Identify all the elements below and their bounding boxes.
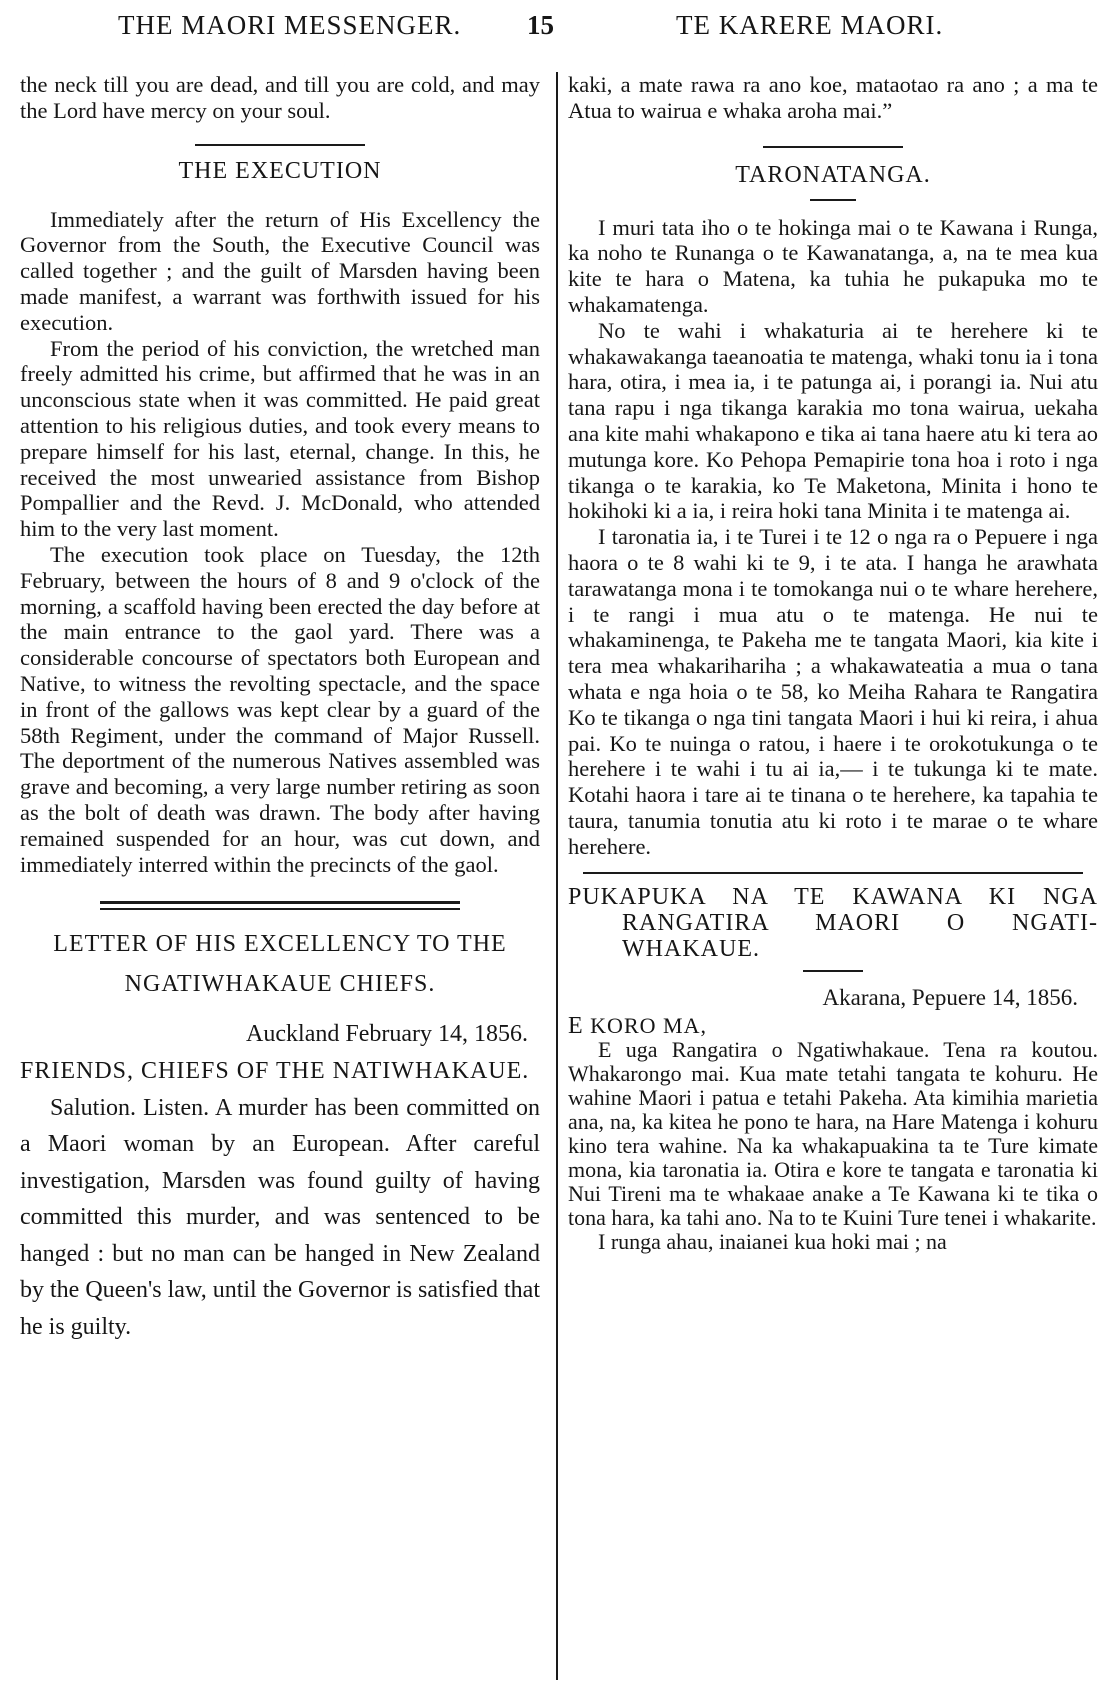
taronatanga-paragraph-3: I taronatia ia, i te Turei i te 12 o nga ra o Pepuere i nga haora o te 8 wahi ki te 9, i te ata. I hanga he arawhata tarawatanga mona i te tomokanga nui o te whare herehere, i te rangi i mua atu o te matenga. He nui te whakaminenga, te Pakeha me te tangata Maori, kia kite i tera mea whakarihariha ; a whakawateatia a mua o tana whata e nga hoia o te 58, ko Meiha Rahara te Rangatira Ko te tikanga o nga tini tangata Maori i hui ki reira, i ahua pai. Ko te nuinga o ratou, i haere i te orokotukunga o te herehere i te wahi i tu ai ia,— i te tukunga ki te mate. Kotahi haora i tare ai te tinana o te herehere, ka tapahia te taura, tanumia tonutia atu ki roto i te marae o te whare herehere. <box>568 524 1098 859</box>
letter-continuation: I runga ahau, inaianei kua hoki mai ; na <box>598 1228 947 1254</box>
letter-body: E uga Rangatira o Ngatiwhakaue. Tena ra koutou. Whakarongo mai. Kua mate tetahi tangata te kohuru. He wahine Maori i patua e tetahi Pakeha. Ata kimihia marietia ana, na, ka kitea he pono te hara, na Hare Matenga i kohuru kino tera wahine. Na ka whakapuakina ta te Ture kimate mona, kia taronatia ia. Otira e kore te tangata e taronatia ki Nui Tireni ma te whakaae anake a Te Kawana ki te tika o tona hara, ka tahi ano. Na to te Kuini Ture tenei i whakarite. <box>568 1036 1098 1230</box>
letter-salutation: E KORO MA, <box>568 1012 707 1039</box>
letter-place-date: Auckland February 14, 1856. <box>246 1021 528 1048</box>
heading-underline <box>803 970 863 972</box>
header-maori-title: TE KARERE MAORI. <box>676 10 944 40</box>
maori-letter <box>568 986 1098 1254</box>
pukapuka-heading-line-3: WHAKAUE. <box>622 935 760 962</box>
heading-underline <box>810 199 856 201</box>
letter-heading-line-2: NGATIWHAKAUE CHIEFS. <box>124 971 436 998</box>
maori-column <box>568 72 1098 1254</box>
maori-intro-text: kaki, a mate rawa ra ano koe, mataotao ra ano ; a ma te Atua to wairua e whaka aroha mai.” <box>568 72 1098 123</box>
section-rule <box>583 872 1083 874</box>
english-column <box>20 72 540 1346</box>
header-english-title: THE MAORI MESSENGER. <box>118 10 462 40</box>
english-intro-text: the neck till you are dead, and till you are cold, and may the Lord have mercy on your soul. <box>20 72 540 123</box>
pukapuka-heading-line-1: PUKAPUKA NA TE KAWANA KI NGA <box>568 883 1098 910</box>
execution-paragraph-2: From the period of his conviction, the wretched man freely admitted his crime, but affirmed that he was in an unconscious state when it was committed. He paid great attention to his religious duties, and took every means to prepare himself for his last, eternal, change. In this, he received the most unwearied assistance from Bishop Pompallier and the Revd. J. McDonald, who attended him to the very last moment. <box>20 335 540 542</box>
pukapuka-heading-line-2: RANGATIRA MAORI O NGATI- <box>622 909 1098 936</box>
execution-paragraph-3: The execution took place on Tuesday, the 12th February, between the hours of 8 and 9 o'clock of the morning, a scaffold having been erected the day before at the main entrance to the gaol yard. There was a considerable concourse of spectators both European and Native, to witness the revolting spectacle, and the space in front of the gallows was kept clear by a guard of the 58th Regiment, under the command of Major Russell. The deportment of the numerous Natives assembled was grave and becoming, a very large number retiring as soon as the bolt of death was drawn. The body after having remained suspended for an hour, was cut down, and immediately interred within the precincts of the gaol. <box>20 541 540 877</box>
letter-salutation: FRIENDS, CHIEFS OF THE NATIWHAKAUE. <box>20 1057 530 1084</box>
letter-double-rule <box>100 901 460 910</box>
letter-body: Salution. Listen. A murder has been committed on a Maori woman by an European. After careful investigation, Marsden was found guilty of having committed this murder, and was sentenced to be hanged : but no man can be hanged in New Zealand by the Queen's law, until the Governor is satisfied that he is guilty. <box>20 1094 540 1341</box>
letter-heading-line-1: LETTER OF HIS EXCELLENCY TO THE <box>53 931 507 958</box>
letter-place-date: Akarana, Pepuere 14, 1856. <box>822 984 1078 1010</box>
section-rule <box>763 146 903 148</box>
column-divider <box>556 72 558 1680</box>
execution-paragraph-1: Immediately after the return of His Excellency the Governor from the South, the Executive Council was called together ; and the guilt of Marsden having been made manifest, a warrant was forthwith issued for his execution. <box>20 206 540 335</box>
execution-heading: THE EXECUTION <box>178 157 382 184</box>
english-letter <box>20 1016 540 1345</box>
pukapuka-heading <box>568 884 1098 962</box>
section-rule <box>195 144 365 146</box>
page-number: 15 <box>527 10 554 40</box>
taronatanga-paragraph-1: I muri tata iho o te hokinga mai o te Kawana i Runga, ka noho te Runanga o te Kawanatanga, a, na te mea kua kite te hara o Matena, ka tuhia he pukapuka mo te whakamatenga. <box>568 214 1098 317</box>
letter-heading <box>20 924 540 1004</box>
taronatanga-paragraph-2: No te wahi i whakaturia ai te herehere ki te whakawakanga taeanoatia te matenga, whaki tonu ia i tona hara, otira, i mea ia, i te patunga ai, i porangi ia. Nui atu tana rapu i nga tikanga karakia mo tona wairua, uekaha ana kite mahi whakapono e tika ai tana haere atu ki tera ao mutunga kore. Ko Pehopa Pemapirie tona hoa i roto i nga tikanga o te karakia, ko Te Maketona, Minita i hono te hokihoki ki a ia, i reira hoki tana Minita i te matenga ai. <box>568 317 1098 524</box>
taronatanga-heading: TARONATANGA. <box>735 161 931 188</box>
running-header <box>0 10 1114 50</box>
